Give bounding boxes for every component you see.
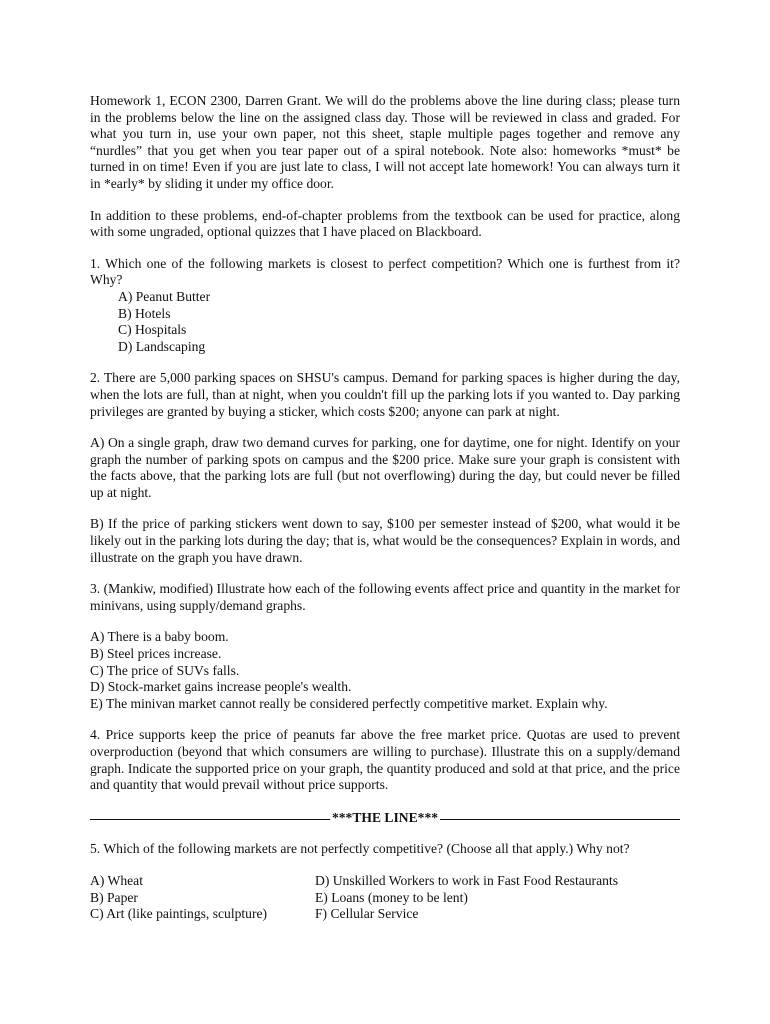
question-4-text: 4. Price supports keep the price of peanuts far above the free market price. Quotas are used to prevent overproduction (beyond that which consumers are willing to purchase). Illustrate this on a supply/demand graph. Indicate the supported price on your graph, the quantity produced and sold at that price, and the price and quantity that would prevail without price supports.	[90, 727, 680, 793]
option-item: C) The price of SUVs falls.	[90, 662, 240, 678]
question-2a-text: A) On a single graph, draw two demand curves for parking, one for daytime, one for night. Identify on your graph the number of parking spots on campus and the $200 price. Make sure your graph is consistent with the facts above, that the parking lots are full (but not overflowing) during the day, but could never be filled up at night.	[90, 435, 680, 500]
option-item: B) Hotels	[118, 305, 171, 321]
divider-rule-left	[90, 819, 330, 820]
option-item: B) Steel prices increase.	[90, 646, 222, 662]
option-item: D) Unskilled Workers to work in Fast Food Restaurants	[315, 872, 618, 888]
question-5-options	[90, 873, 680, 923]
the-line-divider	[90, 810, 680, 827]
question-2-text: 2. There are 5,000 parking spaces on SHSU's campus. Demand for parking spaces is higher during the day, when the lots are full, than at night, when you couldn't fill up the parking lots if you wanted to. Day parking privileges are granted by buying a sticker, which costs $200; anyone can park at night.	[90, 370, 680, 419]
question-3-options	[90, 629, 680, 712]
question-1-text: 1. Which one of the following markets is closest to perfect competition? Which one is furthest from it? Why?	[90, 255, 680, 288]
divider-rule-right	[440, 819, 680, 820]
homework-page	[90, 93, 680, 923]
option-item: A) Wheat	[90, 872, 143, 888]
option-item: C) Art (like paintings, sculpture)	[90, 906, 268, 922]
option-item: D) Stock-market gains increase people's wealth.	[90, 679, 352, 695]
question-3-text: 3. (Mankiw, modified) Illustrate how each of the following events affect price and quantity in the market for minivans, using supply/demand graphs.	[90, 581, 680, 613]
question-2b-text: B) If the price of parking stickers went down to say, $100 per semester instead of $200, what would it be likely out in the parking lots during the day; that is, what would be the consequences? Explain in words, and illustrate on the graph you have drawn.	[90, 516, 680, 565]
option-item: F) Cellular Service	[315, 906, 419, 922]
the-line-label: ***THE LINE***	[331, 809, 439, 825]
option-item: E) Loans (money to be lent)	[315, 889, 468, 905]
option-item: D) Landscaping	[118, 338, 206, 354]
option-item: B) Paper	[90, 889, 138, 905]
question-1	[90, 256, 680, 356]
question-5-right-column	[315, 873, 680, 923]
practice-note-paragraph: In addition to these problems, end-of-chapter problems from the textbook can be used for practice, along with some ungraded, optional quizzes that I have placed on Blackboard.	[90, 207, 680, 240]
option-item: E) The minivan market cannot really be considered perfectly competitive market. Explain why.	[90, 695, 608, 711]
question-5-left-column	[90, 873, 315, 923]
intro-paragraph: Homework 1, ECON 2300, Darren Grant. We will do the problems above the line during class; please turn in the problems below the line on the assigned class day. Those will be reviewed in class and graded. For what you turn in, use your own paper, not this sheet, staple multiple pages together and remove any “nurdles” that you get when you tear paper out of a spiral notebook. Note also: homeworks *must* be turned in on time! Even if you are just late to class, I will not accept late homework! You can always turn it in *early* by sliding it under my office door.	[90, 93, 680, 191]
option-item: A) Peanut Butter	[118, 288, 211, 304]
option-item: A) There is a baby boom.	[90, 629, 229, 645]
option-item: C) Hospitals	[118, 322, 187, 338]
question-1-options	[90, 289, 680, 355]
question-5-text: 5. Which of the following markets are not perfectly competitive? (Choose all that apply.) Why not?	[90, 841, 630, 857]
